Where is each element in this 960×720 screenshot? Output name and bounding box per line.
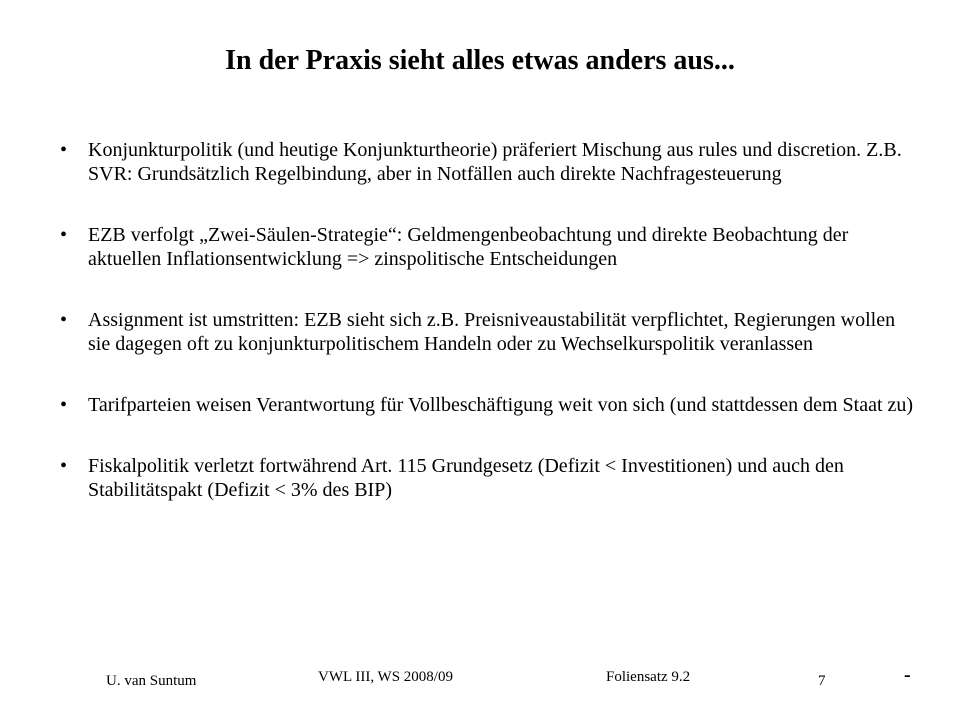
bullet-text: Tarifparteien weisen Verantwortung für Vollbeschäftigung weit von sich (und stattdessen dem Staat zu): [88, 394, 914, 416]
bullet-text: Assignment ist umstritten: EZB sieht sich z.B. Preisniveaustabilität verpflichtet, Regierungen wollen sie dagegen oft zu konjunkturpolitischem Handeln oder zu Wechselkurspolitik veranlassen: [88, 309, 896, 355]
bullet-text: Fiskalpolitik verletzt fortwährend Art. 115 Grundgesetz (Defizit < Investitionen) und auch den Stabilitätspakt (Defizit < 3% des BIP): [88, 455, 844, 501]
bullet-glyph: •: [60, 394, 68, 416]
bullet-glyph: •: [60, 309, 68, 331]
bullet-glyph: •: [60, 455, 68, 477]
bullet-item: [60, 223, 920, 271]
footer-slide-set: Foliensatz 9.2: [606, 669, 691, 685]
bullet-glyph: •: [60, 224, 68, 246]
bullet-glyph: •: [60, 139, 68, 161]
footer-page-number: 7: [818, 673, 826, 689]
bullet-text: EZB verfolgt „Zwei-Säulen-Strategie“: Geldmengenbeobachtung und direkte Beobachtung der aktuellen Inflationsentwicklung => zinspolitische Entscheidungen: [88, 224, 849, 270]
slide-title: In der Praxis sieht alles etwas anders aus...: [225, 45, 735, 76]
bullet-item: [60, 393, 920, 417]
bullet-text: Konjunkturpolitik (und heutige Konjunkturtheorie) präferiert Mischung aus rules und discretion. Z.B. SVR: Grundsätzlich Regelbindung, aber in Notfällen auch direkte Nachfragesteuerung: [88, 139, 902, 185]
bullet-item: [60, 308, 920, 356]
footer-dash: -: [904, 664, 911, 686]
bullet-item: [60, 138, 920, 186]
bullet-item: [60, 454, 920, 502]
footer-author: U. van Suntum: [106, 673, 197, 689]
bullet-list: [60, 138, 920, 539]
footer-course: VWL III, WS 2008/09: [318, 669, 453, 685]
